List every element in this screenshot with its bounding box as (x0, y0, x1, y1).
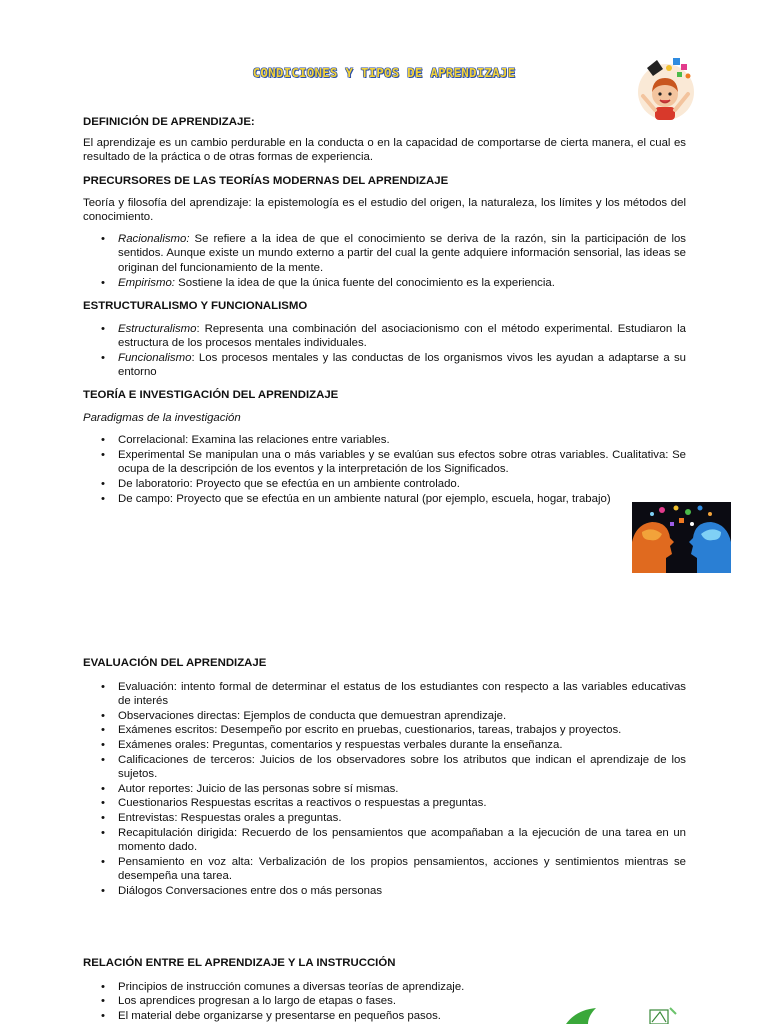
list-item: • Los aprendices progresan a lo largo de etapas o fases. (83, 994, 686, 1009)
bullet-list (83, 322, 686, 380)
section-heading: ESTRUCTURALISMO Y FUNCIONALISMO (83, 300, 308, 312)
list-item: • Recapitulación dirigida: Recuerdo de los pensamientos que acompañaban a la ejecución de una tarea en un momento dado. (83, 826, 686, 855)
list-item: • Observaciones directas: Ejemplos de conducta que demuestran aprendizaje. (83, 709, 686, 724)
section-heading: EVALUACIÓN DEL APRENDIZAJE (83, 657, 267, 669)
item-text: Se refiere a la idea de que el conocimiento se deriva de la razón, sin la participación de los sentidos. Aunque existe un mundo externo a partir del cual la gente adquiere información sensorial, las ideas se originan del funcionamiento de la mente. (118, 232, 686, 274)
list-item (83, 232, 686, 276)
section-heading: PRECURSORES DE LAS TEORÍAS MODERNAS DEL APRENDIZAJE (83, 175, 449, 187)
list-item: • El material debe organizarse y presentarse en pequeños pasos. (83, 1009, 686, 1024)
list-item (83, 322, 686, 351)
list-item: • Pensamiento en voz alta: Verbalización de los propios pensamientos, acciones y sentimientos mientras se desempeña una tarea. (83, 855, 686, 884)
list-item: • Evaluación: intento formal de determinar el estatus de los estudiantes con respecto a las variables educativas de interés (83, 680, 686, 709)
list-item: • Principios de instrucción comunes a diversas teorías de aprendizaje. (83, 980, 686, 995)
term: Racionalismo: (118, 232, 190, 245)
list-item: • De laboratorio: Proyecto que se efectúa en un ambiente controlado. (83, 477, 686, 492)
list-item (83, 351, 686, 380)
paragraph: El aprendizaje es un cambio perdurable en la conducta o en la capacidad de comportarse de cierta manera, el cual es resultado de la práctica o de otras formas de experiencia. (83, 136, 686, 164)
item-text: : Los procesos mentales y las conductas de los organismos vivos les ayudan a adaptarse a su entorno (118, 351, 686, 379)
list-item: • Exámenes escritos: Desempeño por escrito en pruebas, cuestionarios, tareas, trabajos y proyectos. (83, 723, 686, 738)
brain-heads-illustration (632, 502, 731, 573)
child-thinking-illustration (633, 54, 699, 122)
section-definition (83, 115, 686, 165)
list-item: • Autor reportes: Juicio de las personas sobre sí mismas. (83, 782, 686, 797)
list-item: • Entrevistas: Respuestas orales a preguntas. (83, 811, 686, 826)
list-item: • Experimental Se manipulan una o más variables y se evalúan sus efectos sobre otras variables. Cualitativa: Se ocupa de la descripción de los eventos y la interpretación de los Significados. (83, 448, 686, 477)
bullet-list (83, 433, 686, 506)
page-title: CONDICIONES Y TIPOS DE APRENDIZAJE (252, 65, 516, 80)
bullet-list (83, 680, 686, 899)
list-item: • De campo: Proyecto que se efectúa en un ambiente natural (por ejemplo, escuela, hogar, trabajo) (83, 492, 686, 507)
list-item: • Cuestionarios Respuestas escritas a reactivos o respuestas a preguntas. (83, 796, 686, 811)
term: Estructuralismo (118, 322, 197, 335)
list-item: • Calificaciones de terceros: Juicios de los observadores sobre los atributos que indican el aprendizaje de los sujetos. (83, 753, 686, 782)
section-structuralism (83, 299, 686, 380)
section-evaluation (83, 656, 686, 899)
list-item: • Exámenes orales: Preguntas, comentarios y respuestas verbales durante la enseñanza. (83, 738, 686, 753)
item-text: : Representa una combinación del asociacionismo con el método experimental. Estudiaron la estructura de los procesos mentales individuales. (118, 322, 686, 350)
section-precursors (83, 174, 686, 290)
section-heading: TEORÍA E INVESTIGACIÓN DEL APRENDIZAJE (83, 389, 339, 401)
term: Empirismo: (118, 276, 175, 289)
section-heading: DEFINICIÓN DE APRENDIZAJE: (83, 116, 255, 128)
term: Funcionalismo (118, 351, 192, 364)
bullet-list (83, 232, 686, 290)
subtitle: Paradigmas de la investigación (83, 411, 241, 424)
list-item: • Diálogos Conversaciones entre dos o más personas (83, 884, 686, 899)
section-heading: RELACIÓN ENTRE EL APRENDIZAJE Y LA INSTRUCCIÓN (83, 957, 396, 969)
list-item (83, 276, 686, 291)
green-leaf-illustration (566, 1006, 680, 1024)
item-text: Sostiene la idea de que la única fuente del conocimiento es la experiencia. (174, 276, 555, 289)
section-research (83, 388, 686, 506)
list-item: • Correlacional: Examina las relaciones entre variables. (83, 433, 686, 448)
paragraph: Teoría y filosofía del aprendizaje: la epistemología es el estudio del origen, la naturaleza, los límites y los métodos del conocimiento. (83, 196, 686, 224)
